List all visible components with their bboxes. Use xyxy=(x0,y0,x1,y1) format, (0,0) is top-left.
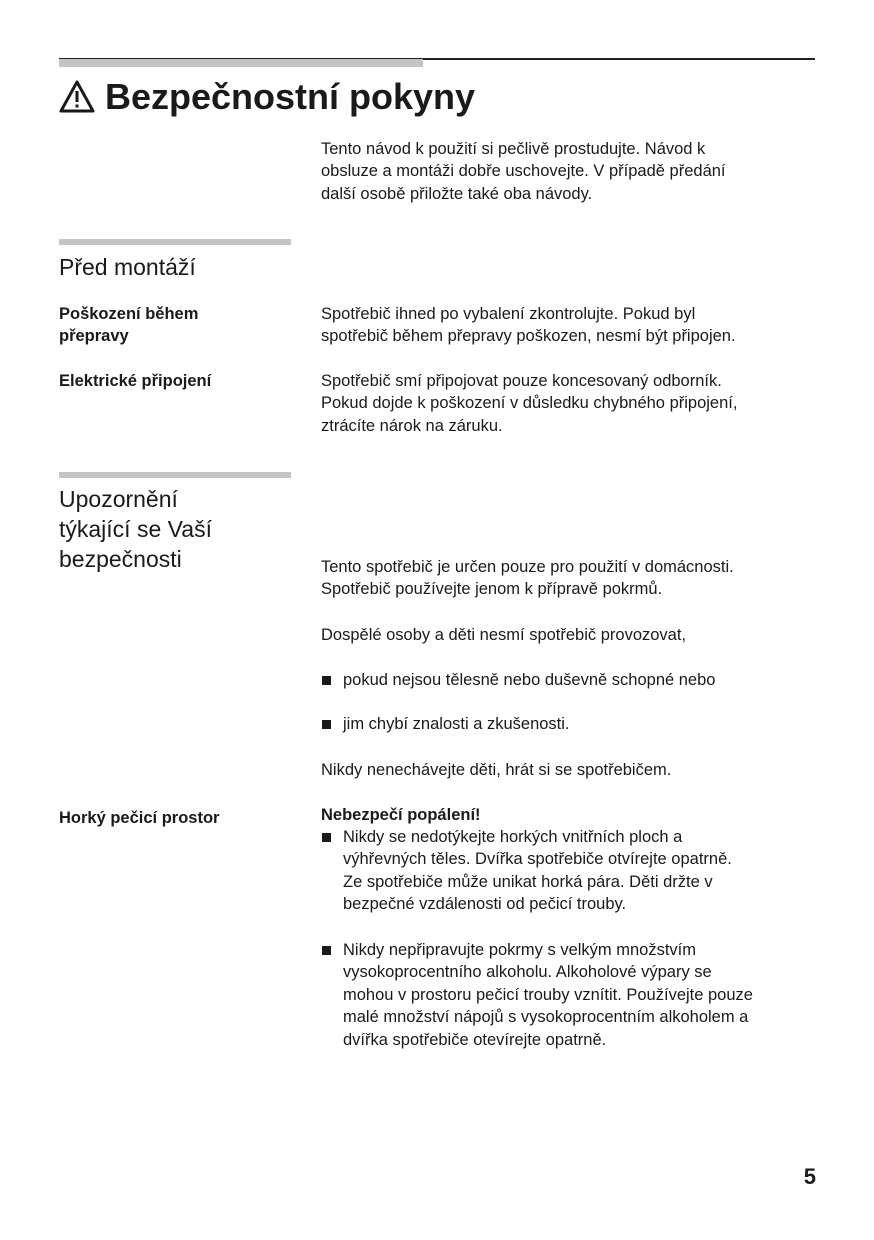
warning-triangle-icon xyxy=(59,79,95,115)
label-line: přepravy xyxy=(59,327,129,346)
electrical-connection-text xyxy=(321,370,737,437)
text-line: Spotřebič smí připojovat pouze koncesovaný odborník. xyxy=(321,372,722,390)
text-line: vysokoprocentního alkoholu. Alkoholové výpary se xyxy=(343,963,712,982)
page-title xyxy=(59,76,475,118)
bullet-text xyxy=(343,939,753,1051)
bullet-text: pokud nejsou tělesně nebo duševně schopné nebo xyxy=(343,671,716,689)
section-heading-before-install: Před montáží xyxy=(59,254,196,280)
section-bar-safety xyxy=(59,472,291,478)
text-line: Pokud dojde k poškození v důsledku chybného připojení, xyxy=(321,394,738,413)
label-line: Poškození během xyxy=(59,305,199,323)
text-line: Tento spotřebič je určen pouze pro použití v domácnosti. xyxy=(321,558,734,576)
page-title-text: Bezpečnostní pokyny xyxy=(105,76,476,117)
section-heading-safety xyxy=(59,484,212,574)
heading-line: bezpečnosti xyxy=(59,546,182,572)
danger-burn-title: Nebezpečí popálení! xyxy=(321,806,481,824)
intro-paragraph xyxy=(321,138,726,205)
text-line: spotřebič během přepravy poškozen, nesmí být připojen. xyxy=(321,327,736,346)
text-line: ztrácíte nárok na záruku. xyxy=(321,416,503,435)
label-hot-oven: Horký pečicí prostor xyxy=(59,809,220,827)
list-item xyxy=(321,713,570,735)
intro-line: obsluze a montáži dobře uschovejte. V případě předání xyxy=(321,162,726,181)
text-line: Spotřebič používejte jenom k přípravě pokrmů. xyxy=(321,580,663,599)
list-item xyxy=(321,669,715,691)
page-number: 5 xyxy=(803,1164,816,1189)
text-line: bezpečné vzdálenosti od pečicí trouby. xyxy=(343,895,627,914)
adults-paragraph: Dospělé osoby a děti nesmí spotřebič provozovat, xyxy=(321,626,687,644)
label-transport-damage xyxy=(59,303,198,348)
heading-line: týkající se Vaší xyxy=(59,516,212,542)
text-line: Nikdy nepřipravujte pokrmy s velkým množstvím xyxy=(343,941,697,959)
intro-line: Tento návod k použití si pečlivě prostudujte. Návod k xyxy=(321,140,706,158)
intro-line: další osobě přiložte také oba návody. xyxy=(321,184,593,203)
text-line: mohou v prostoru pečicí trouby vznítit. Používejte pouze xyxy=(343,985,753,1004)
list-item xyxy=(321,939,753,1051)
label-electrical-connection: Elektrické připojení xyxy=(59,372,212,390)
section-bar-before-install xyxy=(59,239,291,245)
text-line: Ze spotřebiče může unikat horká pára. Děti držte v xyxy=(343,872,713,891)
bullet-text: jim chybí znalosti a zkušenosti. xyxy=(343,715,570,733)
text-line: malé množství nápojů s vysokoprocentním alkoholem a xyxy=(343,1008,749,1027)
text-line: výhřevných těles. Dvířka spotřebiče otvírejte opatrně. xyxy=(343,850,732,869)
usage-paragraph xyxy=(321,556,734,601)
list-item xyxy=(321,826,732,916)
bullet-text xyxy=(343,826,732,916)
children-paragraph: Nikdy nenechávejte děti, hrát si se spotřebičem. xyxy=(321,761,672,779)
top-rule-bar xyxy=(59,59,423,67)
text-line: Spotřebič ihned po vybalení zkontrolujte. Pokud byl xyxy=(321,305,696,323)
heading-line: Upozornění xyxy=(59,486,178,512)
transport-damage-text xyxy=(321,303,736,348)
text-line: dvířka spotřebiče otevírejte opatrně. xyxy=(343,1030,607,1049)
text-line: Nikdy se nedotýkejte horkých vnitřních ploch a xyxy=(343,828,683,846)
